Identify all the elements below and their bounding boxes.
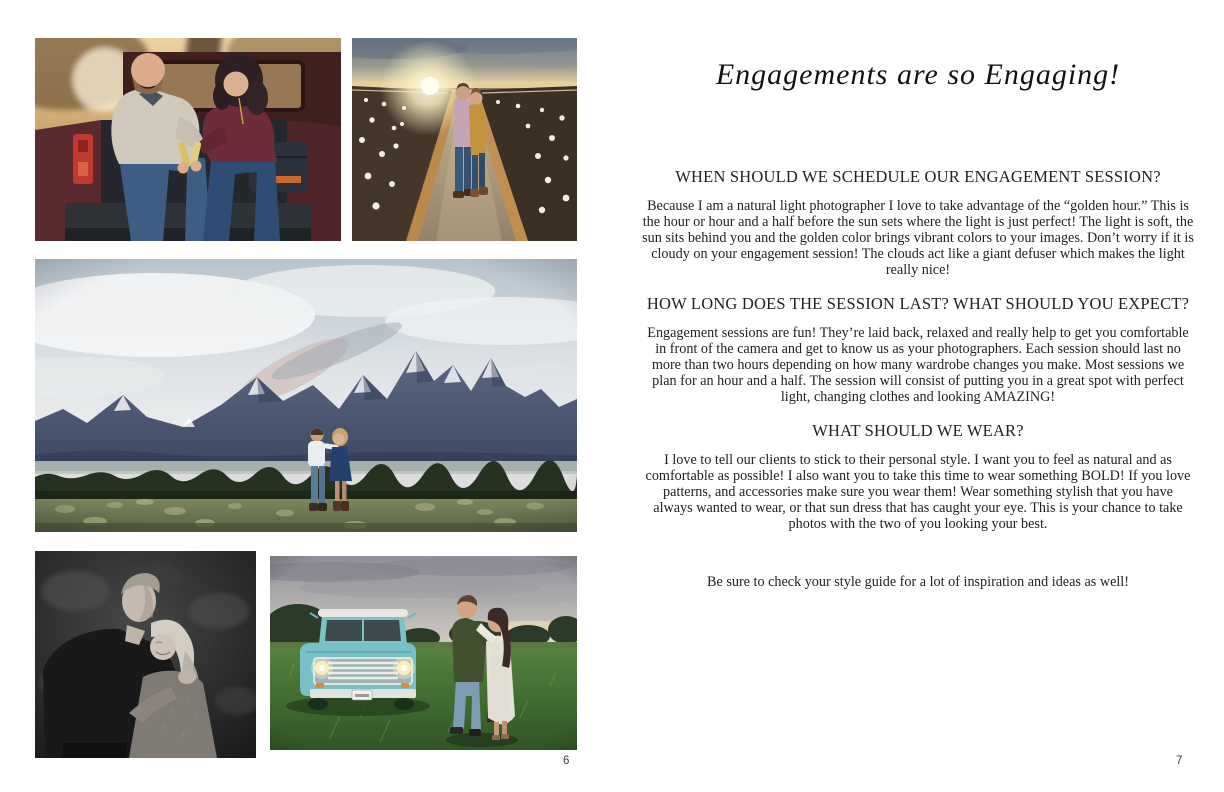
- section-heading-schedule: WHEN SHOULD WE SCHEDULE OUR ENGAGEMENT SESSION?: [675, 167, 1161, 186]
- tailgate-toast-graphic: [35, 38, 341, 241]
- teton-field-graphic: [35, 259, 577, 532]
- text-column: [642, 55, 1194, 590]
- page-number-right: 7: [1176, 755, 1183, 767]
- page-title: Engagements are so Engaging!: [715, 58, 1121, 91]
- black-and-white-embrace-photo: [35, 551, 256, 758]
- section-heading-wear: WHAT SHOULD WE WEAR?: [812, 421, 1024, 440]
- teton-field-photo: [35, 259, 577, 532]
- feedlot-sunset-photo: [352, 38, 577, 241]
- vintage-truck-graphic: [270, 556, 577, 750]
- section-body-schedule: Because I am a natural light photographer I love to take advantage of the “golden hour.” This is the hour or hour and a half before the sun sets where the light is just perfect! The light is soft, the sun sits behind you and the golden color brings vibrant colors to your images. Don’t worry if it is cloudy on your engagement session! The clouds act like a giant defuser which makes the light really nice!: [642, 198, 1194, 278]
- feedlot-sunset-graphic: [352, 38, 577, 241]
- section-heading-duration: HOW LONG DOES THE SESSION LAST? WHAT SHOULD YOU EXPECT?: [646, 294, 1190, 313]
- section-body-wear: I love to tell our clients to stick to their personal style. I want you to feel as natural and as comfortable as possible! I also want you to take this time to wear something BOLD! If you love patterns, and accessories make sure you wear them! Wear something stylish that you have always wanted to wear, or that sun dress that has caught your eye. This is your chance to take photos with the two of you looking your best.: [645, 452, 1191, 532]
- section-body-duration: Engagement sessions are fun! They’re laid back, relaxed and really help to get you comfortable in front of the camera and get to know us as your photographers. Each session should last no more than two hours depending on how many wardrobe changes you make. Most sessions we plan for an hour and a half. The session will consist of putting you in a great spot with perfect light, changing clothes and looking AMAZING!: [647, 325, 1189, 405]
- style-guide-note: Be sure to check your style guide for a lot of inspiration and ideas as well!: [707, 574, 1129, 590]
- bw-embrace-graphic: [35, 551, 256, 758]
- vintage-truck-field-photo: [270, 556, 577, 750]
- tailgate-toast-photo: [35, 38, 341, 241]
- page-number-left: 6: [563, 755, 570, 767]
- page-right: [612, 0, 1224, 792]
